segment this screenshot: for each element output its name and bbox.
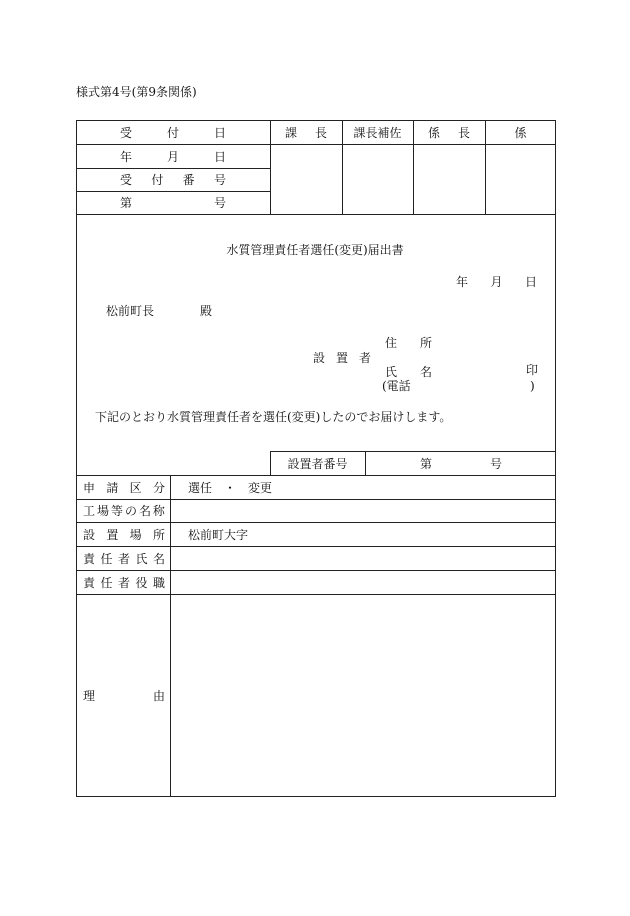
stamp-box-kakari[interactable] xyxy=(486,145,556,214)
honorific: 殿 xyxy=(200,304,213,318)
reception-number-label: 受 付 番 号 xyxy=(120,173,226,187)
form-number: 様式第4号(第9条関係) xyxy=(76,85,197,99)
approval-kacho-hosa: 課長補佐 xyxy=(353,125,402,140)
approval-kacho: 課 長 xyxy=(285,125,327,140)
address-field[interactable] xyxy=(440,333,540,349)
reception-date-label: 受 付 日 xyxy=(120,125,226,140)
reason-field[interactable] xyxy=(171,595,555,796)
installer-number-label: 設置者番号 xyxy=(287,456,348,471)
application-type-label: 申 請 区 分 xyxy=(83,480,165,495)
manager-title-field[interactable] xyxy=(171,571,555,594)
manager-name-field[interactable] xyxy=(171,547,555,570)
applicant-label: 設 置 者 xyxy=(313,350,371,365)
location-field[interactable]: 松前町大字 xyxy=(188,527,249,542)
notice-date-field[interactable]: 年 月 日 xyxy=(456,274,537,289)
addressee: 松前町長 xyxy=(106,304,155,318)
manager-title-label: 責 任 者 役 職 xyxy=(83,575,165,590)
location-label: 設 置 場 所 xyxy=(83,527,165,542)
notice-body: 下記のとおり水質管理責任者を選任(変更)したのでお届けします。 xyxy=(95,410,452,424)
installer-number-field[interactable]: 第 号 xyxy=(420,456,502,471)
stamp-box-kacho-hosa[interactable] xyxy=(343,145,413,214)
notice-title: 水質管理責任者選任(変更)届出書 xyxy=(226,243,404,257)
phone-close: ) xyxy=(530,379,535,393)
reception-number-field[interactable]: 第 号 xyxy=(120,196,226,210)
phone-label: (電話 xyxy=(382,379,411,393)
reception-date-field[interactable]: 年 月 日 xyxy=(120,149,226,164)
facility-name-field[interactable] xyxy=(171,500,555,522)
manager-name-label: 責 任 者 氏 名 xyxy=(83,551,165,566)
application-type-value[interactable]: 選任 ・ 変更 xyxy=(188,480,273,495)
reason-label: 理 由 xyxy=(83,689,165,703)
approval-kakari: 係 xyxy=(514,125,527,140)
facility-name-label: 工 場 等 の 名 称 xyxy=(83,504,165,518)
stamp-box-kacho[interactable] xyxy=(271,145,342,214)
name-field[interactable] xyxy=(440,362,520,378)
seal-mark: 印 xyxy=(526,363,539,377)
name-label: 氏 名 xyxy=(385,364,432,379)
approval-kakaricho: 係 長 xyxy=(428,125,470,140)
phone-field[interactable] xyxy=(420,378,528,394)
address-label: 住 所 xyxy=(385,335,432,350)
stamp-box-kakaricho[interactable] xyxy=(414,145,485,214)
